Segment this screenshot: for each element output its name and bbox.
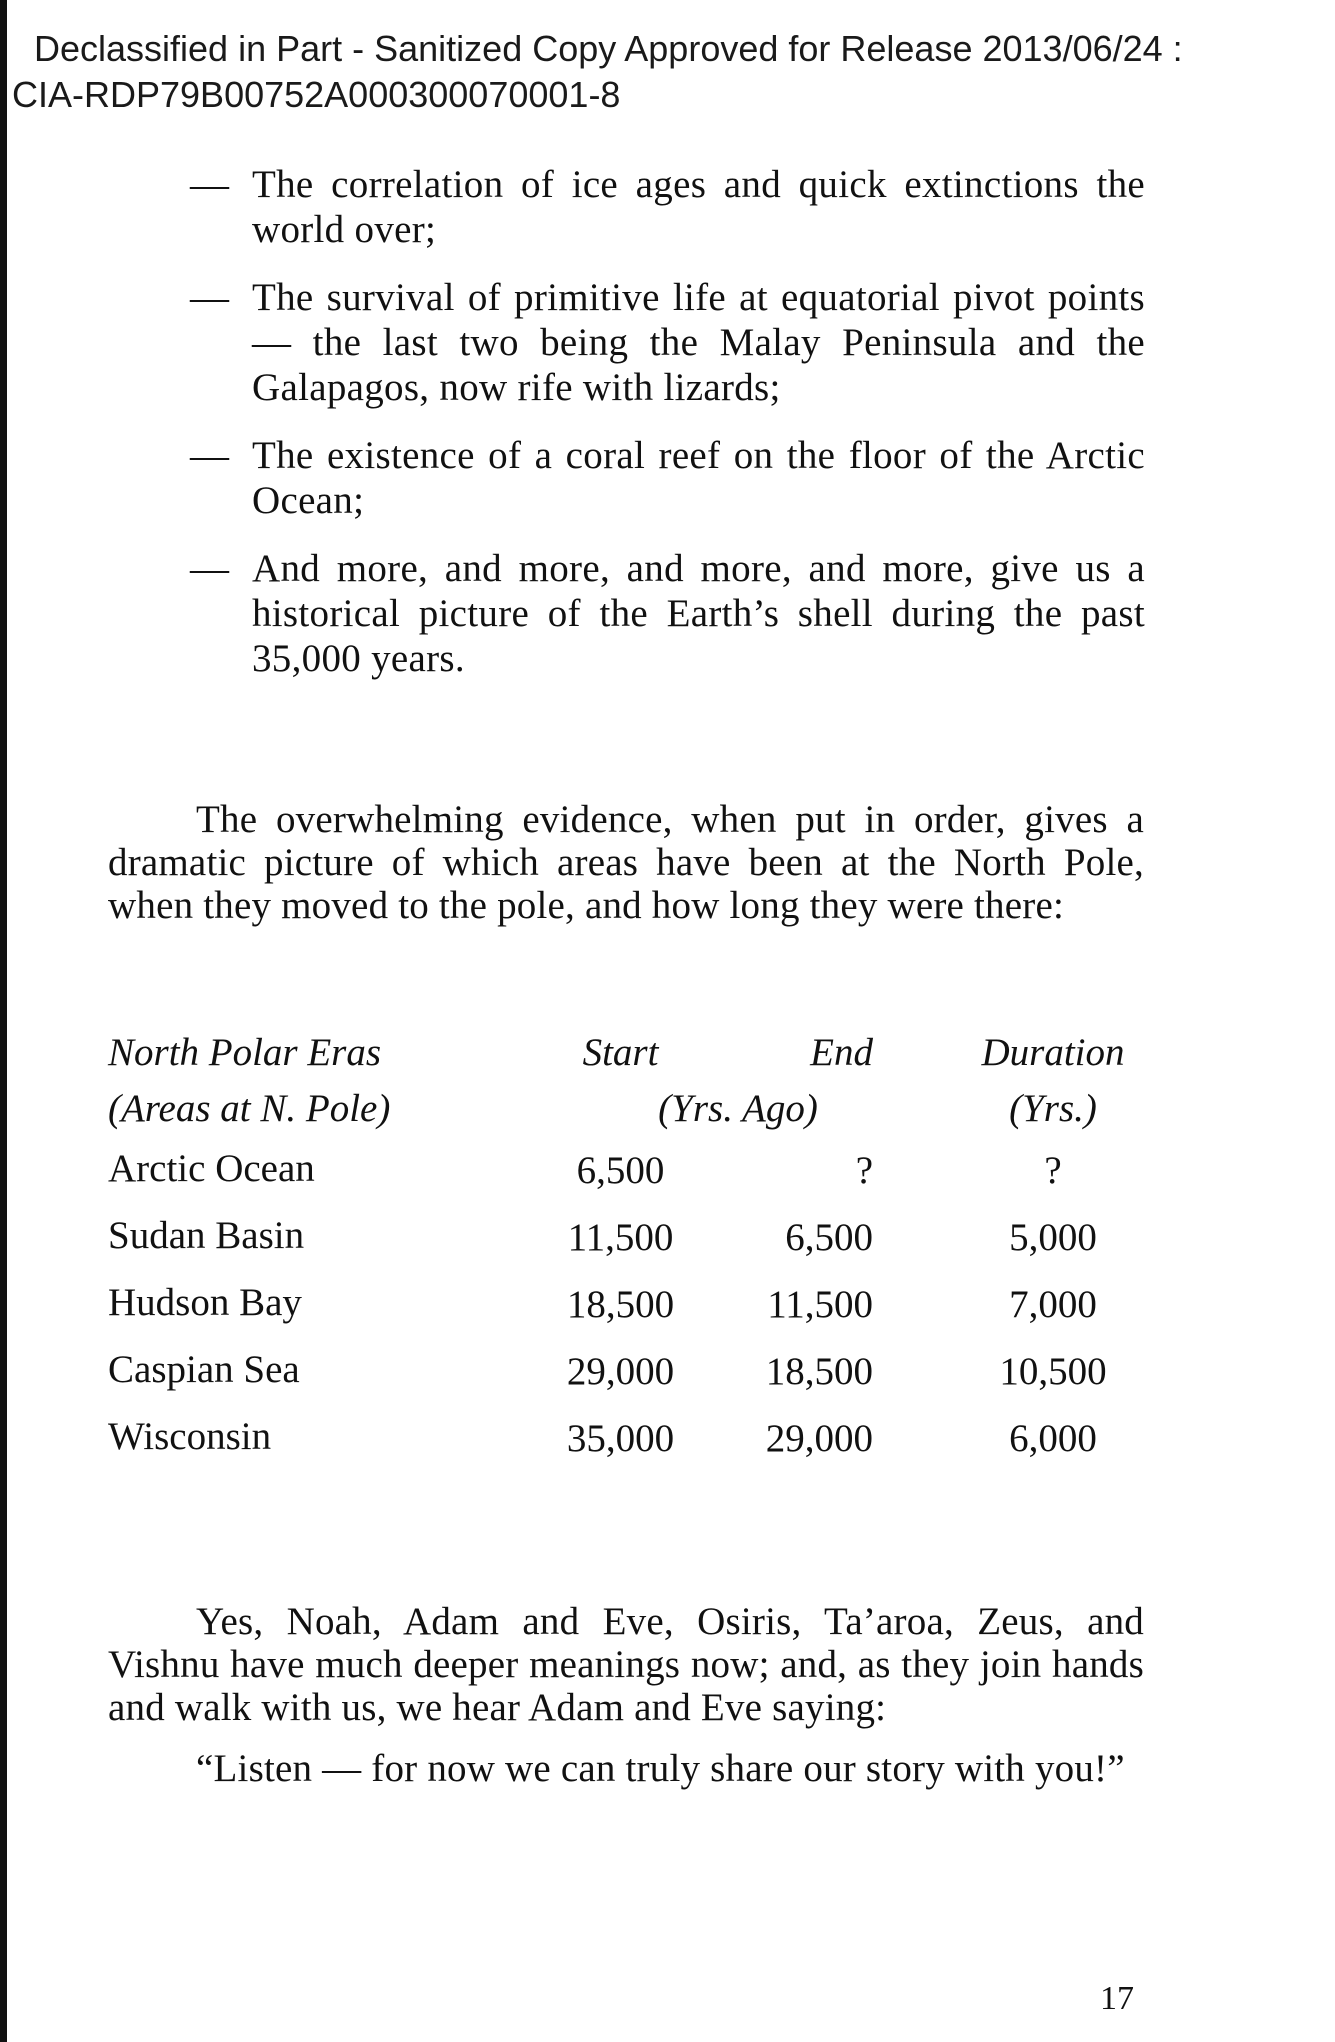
table-header-row	[108, 1030, 1148, 1086]
start-cell: 29,000	[566, 1350, 675, 1393]
table-row	[108, 1209, 1148, 1276]
header-eras: North Polar Eras	[108, 1031, 382, 1074]
area-cell: Wisconsin	[108, 1415, 272, 1458]
dash-marker: —	[190, 434, 229, 477]
page-number: 17	[1100, 1980, 1134, 2017]
area-cell: Sudan Basin	[108, 1214, 305, 1257]
start-cell: 18,500	[566, 1283, 675, 1326]
list-item	[190, 433, 1145, 523]
dash-marker: —	[190, 276, 229, 319]
list-item	[190, 546, 1145, 681]
list-item	[190, 275, 1145, 410]
scan-edge-bar	[0, 0, 7, 2042]
list-item-text: The correlation of ice ages and quick extinctions the world over;	[252, 163, 1145, 251]
north-polar-eras-table	[108, 1030, 1148, 1477]
table-subheader-row	[108, 1086, 1148, 1142]
table-row	[108, 1410, 1148, 1477]
evidence-paragraph	[108, 798, 1144, 927]
header-end: End	[810, 1031, 873, 1074]
table-row	[108, 1343, 1148, 1410]
end-cell: 6,500	[785, 1216, 873, 1259]
stamp-line-document-id: CIA-RDP79B00752A000300070001-8	[12, 74, 621, 115]
duration-cell: 10,500	[999, 1350, 1107, 1393]
area-cell: Caspian Sea	[108, 1348, 300, 1391]
list-item-text: The existence of a coral reef on the floor of the Arctic Ocean;	[252, 434, 1145, 522]
area-cell: Arctic Ocean	[108, 1147, 315, 1190]
end-cell: ?	[855, 1149, 873, 1192]
list-item-text: The survival of primitive life at equatorial pivot points — the last two being the Malay Peninsula and the Galapagos, now rife with lizards;	[252, 276, 1145, 409]
start-cell: 35,000	[566, 1417, 675, 1460]
evidence-list	[190, 162, 1145, 704]
header-duration-unit: (Yrs.)	[1009, 1087, 1097, 1130]
table-row	[108, 1276, 1148, 1343]
header-areas: (Areas at N. Pole)	[108, 1087, 391, 1130]
paragraph-text: The overwhelming evidence, when put in order, gives a dramatic picture of which areas have been at the North Pole, when they moved to the pole, and how long they were there:	[108, 798, 1144, 927]
table-row	[108, 1142, 1148, 1209]
closing-quote: “Listen — for now we can truly share our story with you!”	[196, 1747, 1125, 1790]
area-cell: Hudson Bay	[108, 1281, 302, 1324]
header-duration: Duration	[981, 1031, 1125, 1074]
start-cell: 11,500	[567, 1216, 674, 1259]
list-item	[190, 162, 1145, 252]
list-item-text: And more, and more, and more, and more, give us a historical picture of the Earth’s shell during the past 35,000 years.	[252, 547, 1145, 680]
stamp-line-release: Declassified in Part - Sanitized Copy Approved for Release 2013/06/24 :	[34, 28, 1183, 69]
declassification-stamp	[12, 26, 1183, 118]
dash-marker: —	[190, 547, 229, 590]
duration-cell: 5,000	[1009, 1216, 1097, 1259]
end-cell: 18,500	[765, 1350, 873, 1393]
duration-cell: 6,000	[1009, 1417, 1097, 1460]
duration-cell: ?	[1044, 1149, 1062, 1192]
header-years-ago: (Yrs. Ago)	[658, 1087, 818, 1130]
paragraph-text: Yes, Noah, Adam and Eve, Osiris, Ta’aroa, Zeus, and Vishnu have much deeper meanings now; and, as they join hands and walk with us, we hear Adam and Eve saying:	[108, 1600, 1144, 1729]
dash-marker: —	[190, 163, 229, 206]
start-cell: 6,500	[576, 1149, 665, 1192]
end-cell: 11,500	[767, 1283, 873, 1326]
duration-cell: 7,000	[1009, 1283, 1097, 1326]
end-cell: 29,000	[765, 1417, 873, 1460]
closing-paragraph	[108, 1600, 1144, 1790]
header-start: Start	[582, 1031, 659, 1074]
